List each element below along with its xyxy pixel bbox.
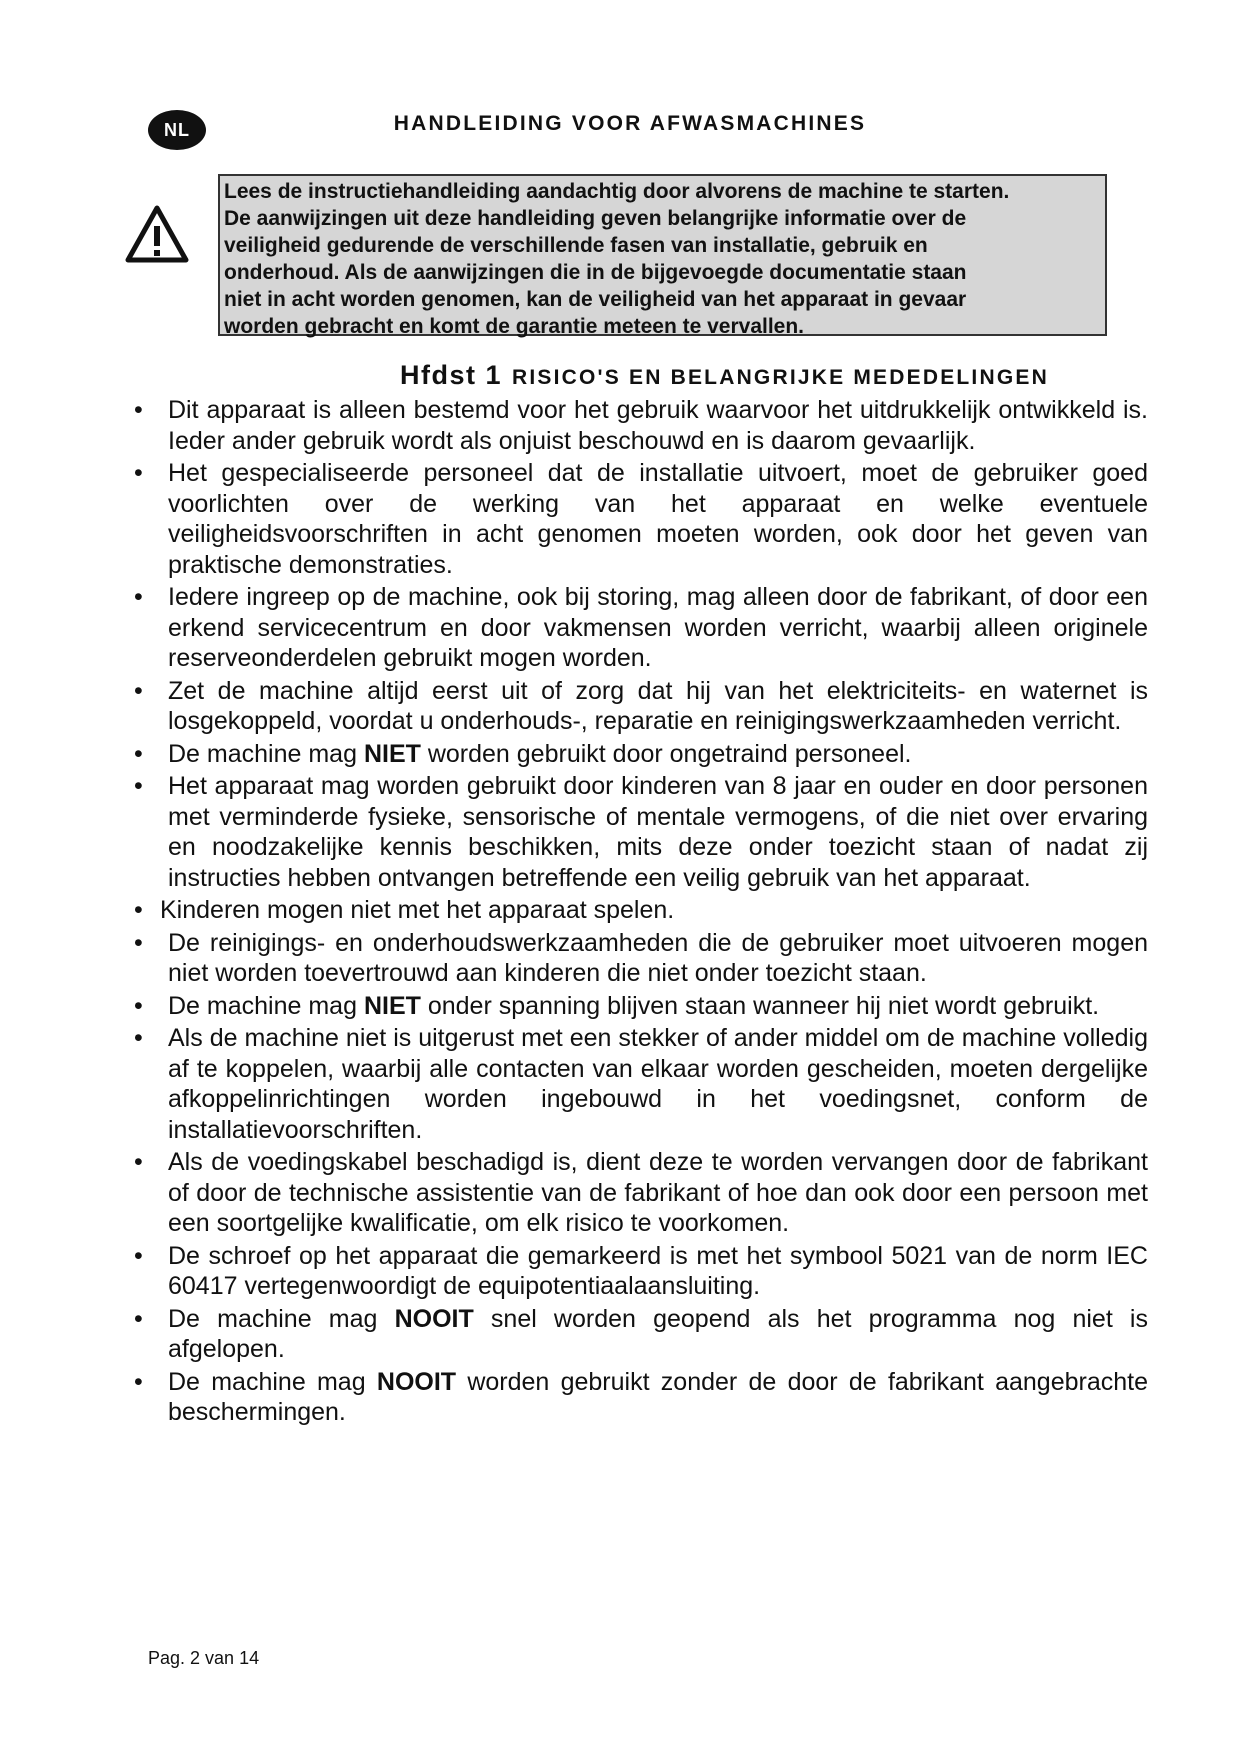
bullet-icon: •	[134, 928, 143, 957]
list-item: • Dit apparaat is alleen bestemd voor het gebruik waarvoor het uitdrukkelijk ontwikkeld is. Ieder ander gebruik wordt als onjuist beschouwd en is daarom gevaarlijk.	[134, 396, 1148, 455]
bullet-icon: •	[134, 1304, 143, 1333]
list-item: • De machine mag NIET worden gebruikt door ongetraind personeel.	[134, 739, 912, 768]
list-item: • Het gespecialiseerde personeel dat de installatie uitvoert, moet de gebruiker goed voorlichten over de werking van het apparaat en welke eventuele veiligheidsvoorschriften in acht genomen moeten worden, ook door het geven van praktische demonstraties.	[134, 459, 1148, 579]
list-item: • De machine mag NOOIT worden gebruikt zonder de door de fabrikant aangebrachte beschermingen.	[134, 1367, 1148, 1426]
list-item: • Als de voedingskabel beschadigd is, dient deze te worden vervangen door de fabrikant of door de technische assistentie van de fabrikant of hoe dan ook door een persoon met een soortgelijke kwalificatie, om elk risico te voorkomen.	[134, 1148, 1148, 1237]
chapter-number: Hfdst 1	[400, 360, 503, 390]
safety-list	[128, 395, 1148, 1430]
list-item: • Als de machine niet is uitgerust met een stekker of ander middel om de machine volledig af te koppelen, waarbij alle contacten van elkaar worden gescheiden, moeten dergelijke afkoppelinrichtingen worden ingebouwd in het voedingsnet, conform de installatievoorschriften.	[134, 1024, 1148, 1144]
chapter-title: RISICO'S EN BELANGRIJKE MEDEDELINGEN	[512, 366, 1049, 389]
list-item: • De schroef op het apparaat die gemarkeerd is met het symbool 5021 van de norm IEC 60417 vertegenwoordigt de equipotentiaalaansluiting.	[134, 1241, 1148, 1300]
warning-line: onderhoud. Als de aanwijzingen die in de bijgevoegde documentatie staan	[224, 261, 967, 284]
chapter-heading	[400, 360, 1120, 391]
emphasis: NIET	[363, 739, 421, 768]
warning-line: worden gebracht en komt de garantie meteen te vervallen.	[224, 315, 805, 338]
bullet-icon: •	[134, 991, 143, 1020]
document-title: HANDLEIDING VOOR AFWASMACHINES	[393, 112, 867, 135]
bullet-icon: •	[134, 772, 143, 800]
list-item: • De machine mag NIET onder spanning blijven staan wanneer hij niet wordt gebruikt.	[134, 991, 1100, 1020]
bullet-icon: •	[134, 396, 143, 424]
bullet-icon: •	[134, 1367, 143, 1396]
list-item: • Zet de machine altijd eerst uit of zorg dat hij van het elektriciteits- en waternet is losgekoppeld, voordat u onderhouds-, reparatie en reinigingswerkzaamheden verricht.	[134, 676, 1148, 735]
bullet-icon: •	[134, 676, 143, 705]
list-item: • Het apparaat mag worden gebruikt door kinderen van 8 jaar en ouder en door personen met verminderde fysieke, sensorische of mentale vermogens, of die niet over ervaring en noodzakelijke kennis beschikken, mits deze onder toezicht staan of nadat zij instructies hebben ontvangen betreffende een veilig gebruik van het apparaat.	[134, 772, 1148, 892]
page-number: Pag. 2 van 14	[148, 1648, 260, 1668]
warning-notice-box	[218, 174, 1107, 336]
emphasis: NOOIT	[376, 1367, 457, 1396]
language-badge: NL	[148, 110, 206, 150]
emphasis: NIET	[363, 991, 421, 1020]
bullet-icon: •	[134, 1148, 143, 1176]
warning-line: Lees de instructiehandleiding aandachtig door alvorens de machine te starten.	[224, 180, 1010, 203]
warning-line: niet in acht worden genomen, kan de veiligheid van het apparaat in gevaar	[224, 288, 967, 311]
bullet-icon: •	[134, 1241, 143, 1270]
bullet-icon: •	[134, 583, 143, 611]
bullet-icon: •	[134, 459, 143, 487]
list-item: • Iedere ingreep op de machine, ook bij storing, mag alleen door de fabrikant, of door een erkend servicecentrum en door vakmensen worden verricht, waarbij alleen originele reserveonderdelen gebruikt mogen worden.	[134, 583, 1148, 672]
list-item: • Kinderen mogen niet met het apparaat spelen.	[134, 896, 675, 924]
emphasis: NOOIT	[394, 1304, 474, 1333]
warning-triangle-icon	[124, 204, 190, 264]
bullet-icon: •	[134, 896, 143, 924]
bullet-icon: •	[134, 1024, 143, 1052]
warning-line: De aanwijzingen uit deze handleiding geven belangrijke informatie over de	[224, 207, 967, 230]
bullet-icon: •	[134, 739, 143, 768]
list-item: • De machine mag NOOIT snel worden geopend als het programma nog niet is afgelopen.	[134, 1304, 1148, 1363]
warning-line: veiligheid gedurende de verschillende fasen van installatie, gebruik en	[224, 234, 928, 257]
list-item: • De reinigings- en onderhoudswerkzaamheden die de gebruiker moet uitvoeren mogen niet worden toevertrouwd aan kinderen die niet onder toezicht staan.	[134, 928, 1148, 987]
